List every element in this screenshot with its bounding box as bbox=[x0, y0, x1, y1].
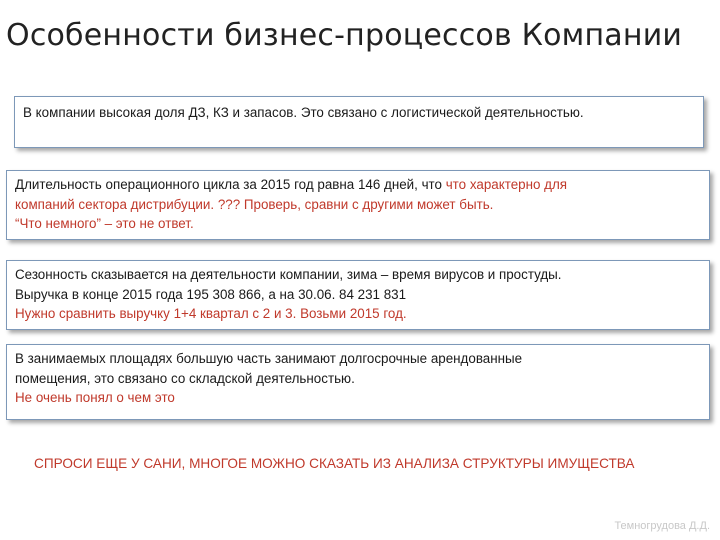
note-text: Длительность операционного цикла за 2015 год равна 146 дней, что bbox=[15, 177, 446, 192]
note-text: Выручка в конце 2015 года 195 308 866, а на 30.06. 84 231 831 bbox=[15, 286, 407, 302]
note-box-premises bbox=[6, 344, 710, 420]
reviewer-comment: Не очень понял о чем это bbox=[15, 390, 175, 405]
note-text: В занимаемых площадях большую часть занимают долгосрочные арендованные bbox=[15, 351, 523, 366]
note-box-receivables bbox=[14, 96, 704, 148]
note-text: В компании высокая доля ДЗ, КЗ и запасов. Это связано с логистической деятельностью. bbox=[23, 105, 584, 120]
page-title: Особенности бизнес-процессов Компании bbox=[6, 18, 683, 53]
note-text: Сезонность сказывается на деятельности компании, зима – время вирусов и простуды. bbox=[15, 267, 562, 282]
author-footer: Темногрудова Д.Д. bbox=[614, 520, 710, 532]
reviewer-comment: Нужно сравнить выручку 1+4 квартал с 2 и 3. Возьми 2015 год. bbox=[15, 306, 407, 321]
reviewer-comment: компаний сектора дистрибуции. ??? Проверь, сравни с другими может быть. bbox=[15, 196, 494, 212]
reviewer-callout: СПРОСИ ЕЩЕ У САНИ, МНОГОЕ МОЖНО СКАЗАТЬ ИЗ АНАЛИЗА СТРУКТУРЫ ИМУЩЕСТВА bbox=[34, 456, 635, 471]
reviewer-comment: что характерно для bbox=[445, 177, 568, 192]
note-box-seasonality bbox=[6, 260, 710, 330]
reviewer-comment: “Что немного” – это не ответ. bbox=[15, 216, 194, 231]
note-line bbox=[15, 175, 701, 195]
note-text: помещения, это связано со складской деятельностью. bbox=[15, 370, 355, 386]
note-box-operating-cycle bbox=[6, 170, 710, 240]
